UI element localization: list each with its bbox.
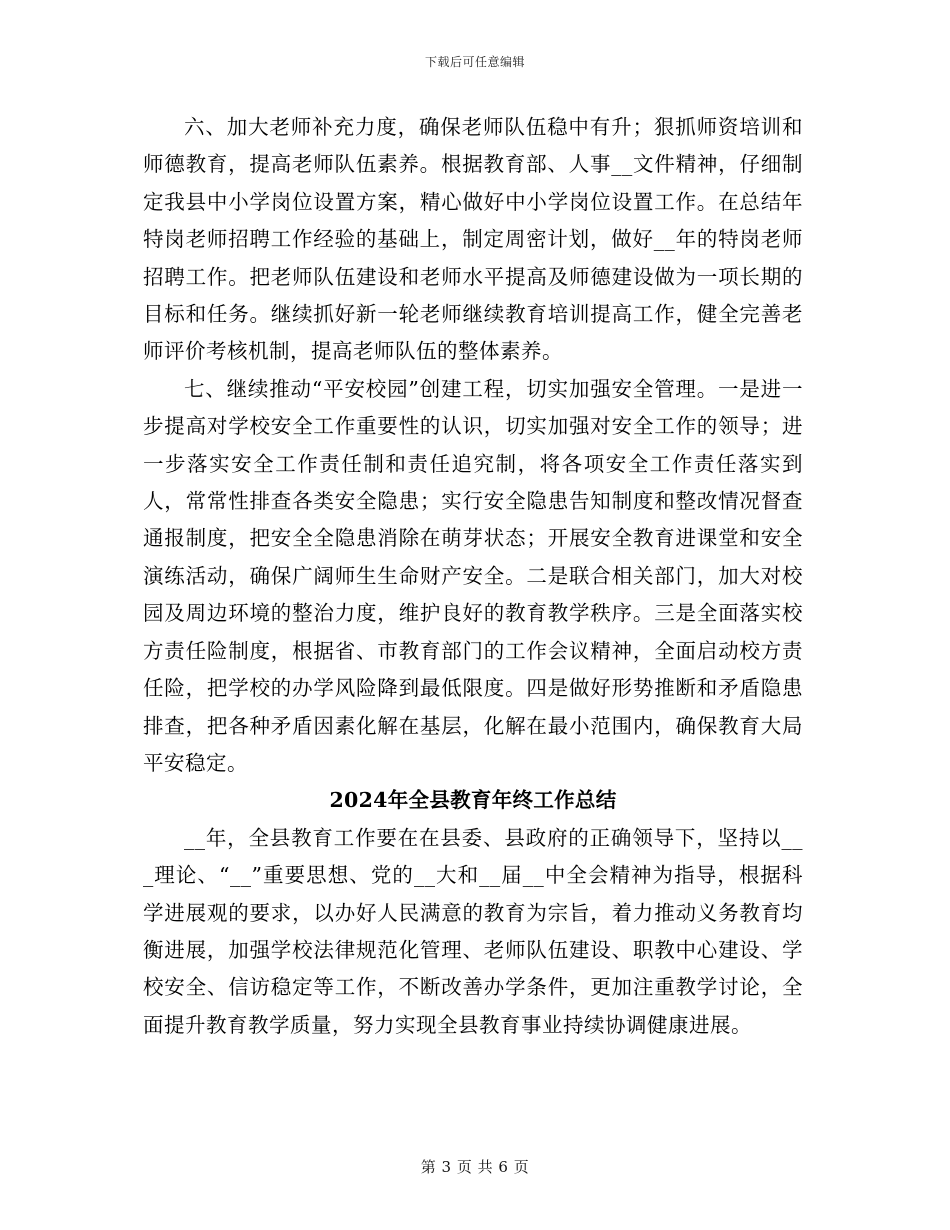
section-title: 2024年全县教育年终工作总结 xyxy=(329,788,617,813)
intro-paragraph: __年，全县教育工作要在在县委、县政府的正确领导下，坚持以___理论、“__”重要思想、党的__大和__届__中全会精神为指导，根据科学进展观的要求，以办好人民满意的教育为宗旨，着力推动义务教育均衡进展，加强学校法律规范化管理、老师队伍建设、职教中心建设、学校安全、信访稳定等工作，不断改善办学条件，更加注重教学讨论，全面提升教育教学质量，努力实现全县教育事业持续协调健康进展。 xyxy=(143,825,803,1037)
page-header-note: 下载后可任意编辑 xyxy=(424,55,525,69)
paragraph-seven: 七、继续推动“平安校园”创建工程，切实加强安全管理。一是进一步提高对学校安全工作重要性的认识，切实加强对安全工作的领导；进一步落实安全工作责任制和责任追究制，将各项安全工作责任落实到人，常常性排查各类安全隐患；实行安全隐患告知制度和整改情况督查通报制度，把安全全隐患消除在萌芽状态；开展安全教育进课堂和安全演练活动，确保广阔师生生命财产安全。二是联合相关部门，加大对校园及周边环境的整治力度，维护良好的教育教学秩序。三是全面落实校方责任险制度，根据省、市教育部门的工作会议精神，全面启动校方责任险，把学校的办学风险降到最低限度。四是做好形势推断和矛盾隐患排查，把各种矛盾因素化解在基层，化解在最小范围内，确保教育大局平安稳定。 xyxy=(143,376,803,775)
page-number-footer: 第 3 页 共 6 页 xyxy=(420,1158,530,1176)
document-body xyxy=(143,109,803,1044)
paragraph-six: 六、加大老师补充力度，确保老师队伍稳中有升；狠抓师资培训和师德教育，提高老师队伍素养。根据教育部、人事__文件精神，仔细制定我县中小学岗位设置方案，精心做好中小学岗位设置工作。在总结年特岗老师招聘工作经验的基础上，制定周密计划，做好__年的特岗老师招聘工作。把老师队伍建设和老师水平提高及师德建设做为一项长期的目标和任务。继续抓好新一轮老师继续教育培训提高工作，健全完善老师评价考核机制，提高老师队伍的整体素养。 xyxy=(143,115,803,364)
